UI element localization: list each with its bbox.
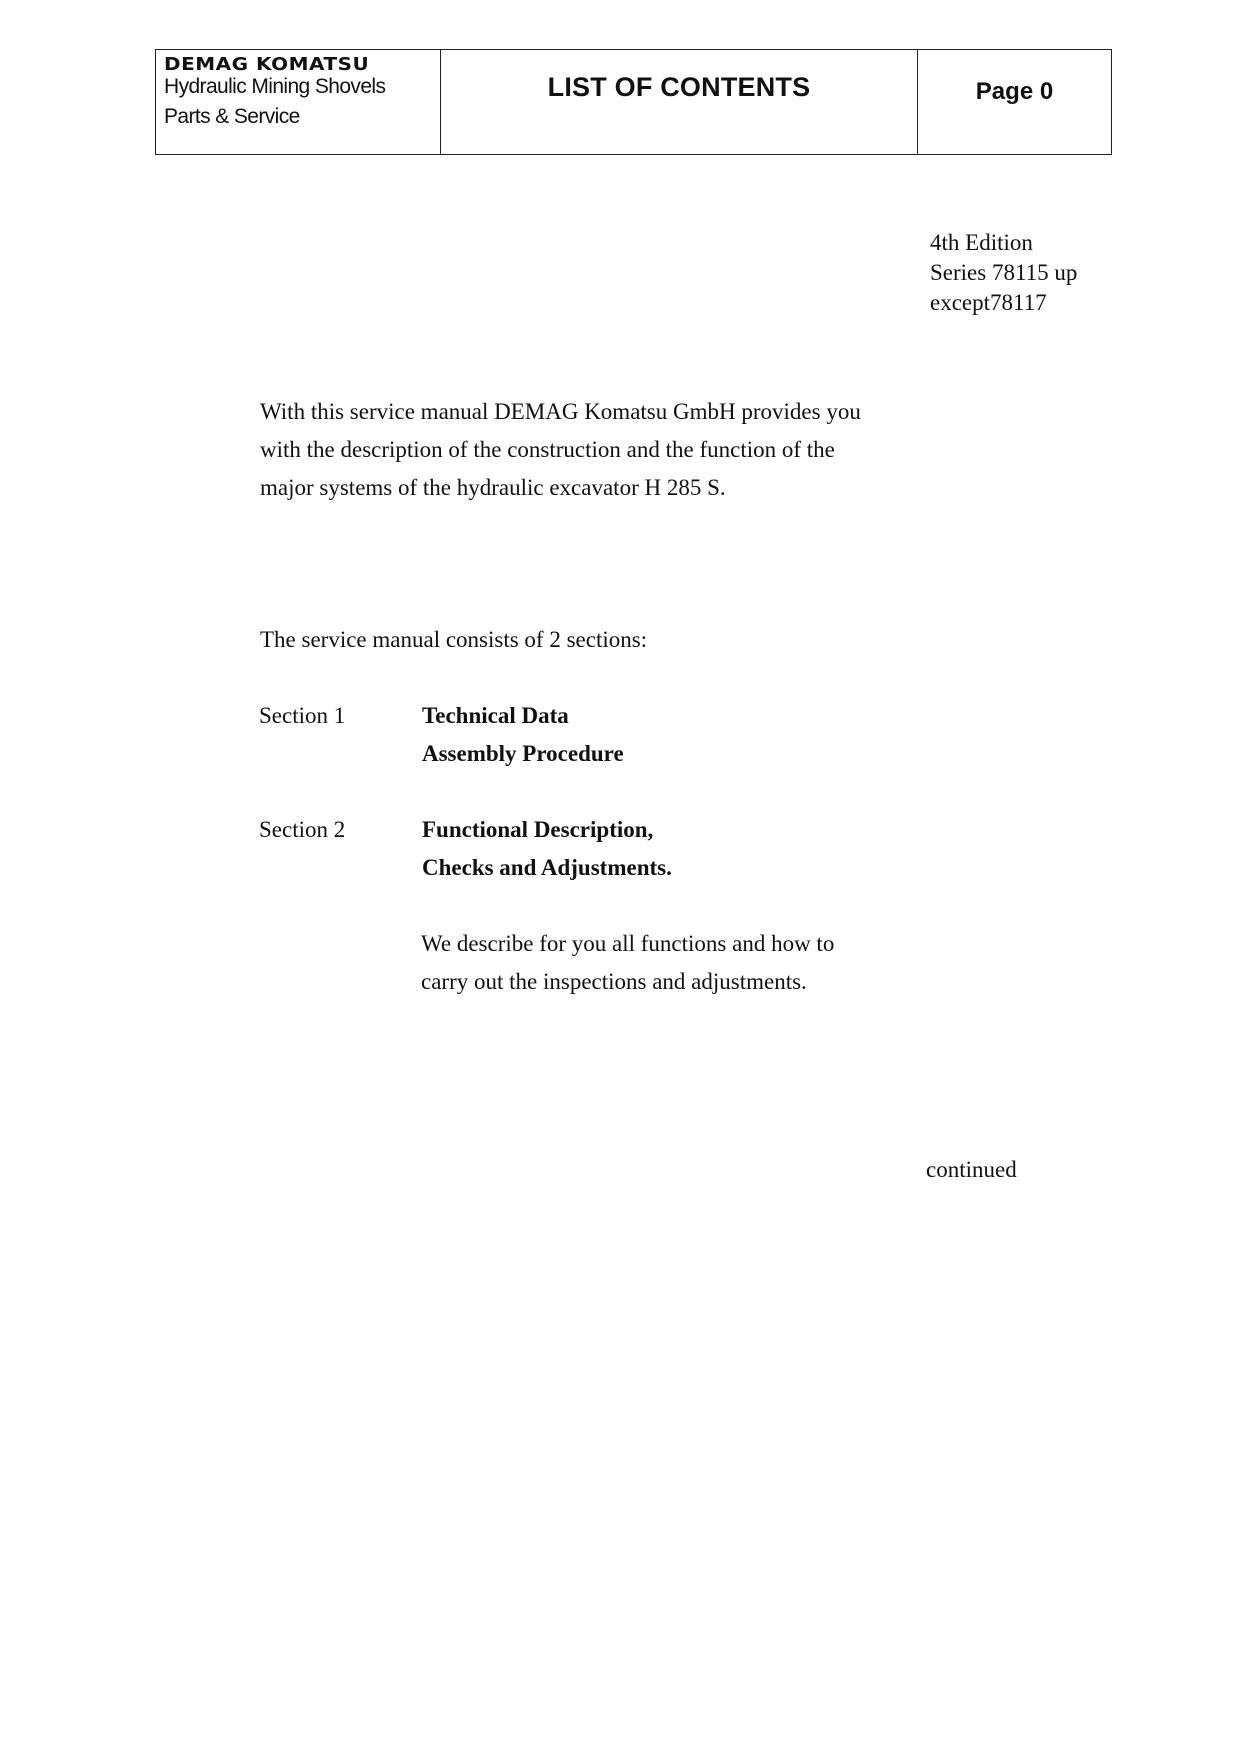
note-line: carry out the inspections and adjustments. (421, 969, 807, 994)
sections-intro (260, 621, 960, 659)
page-number-block (918, 50, 1111, 154)
intro-paragraph (260, 393, 960, 507)
section-item: Technical Data (422, 703, 569, 728)
series-range: Series 78115 up (930, 260, 1078, 285)
intro-line: with the description of the construction and the function of the (260, 437, 835, 462)
brand-subtitle: Hydraulic Mining Shovels (164, 75, 386, 98)
brand-block (156, 50, 441, 154)
title-block (441, 50, 918, 154)
intro-line: major systems of the hydraulic excavator H 285 S. (260, 475, 726, 500)
series-exception: except78117 (930, 290, 1047, 315)
section-label: Section 2 (259, 817, 346, 842)
section-item: Functional Description, (422, 817, 654, 842)
intro-line: With this service manual DEMAG Komatsu GmbH provides you (260, 399, 861, 424)
page-number: Page 0 (975, 78, 1054, 105)
brand-logo: DEMAG KOMATSU (164, 53, 370, 75)
section-item: Checks and Adjustments. (422, 855, 672, 880)
page-title: LIST OF CONTENTS (547, 72, 811, 102)
continued-label: continued (926, 1157, 1017, 1182)
section-label: Section 1 (259, 703, 346, 728)
section-items (422, 811, 672, 887)
sections-intro-text: The service manual consists of 2 sections: (260, 627, 648, 652)
section-item: Assembly Procedure (422, 741, 624, 766)
edition-info (930, 228, 1077, 318)
description-note (421, 925, 834, 1001)
edition-label: 4th Edition (930, 230, 1033, 255)
brand-department: Parts & Service (164, 105, 300, 128)
section-items (422, 697, 624, 773)
document-header (155, 49, 1112, 155)
note-line: We describe for you all functions and how to (421, 931, 835, 956)
